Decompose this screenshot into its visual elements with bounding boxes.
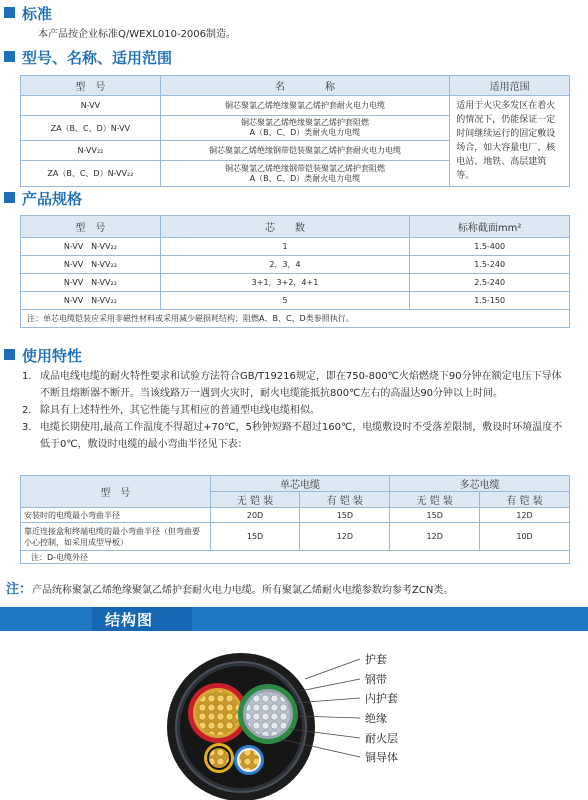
value-cell: 15D bbox=[390, 508, 480, 523]
specs-table bbox=[20, 215, 570, 328]
standard-text: 本产品按企业标准Q/WEXL010-2006制造。 bbox=[38, 29, 237, 40]
item-number: 3. bbox=[22, 422, 32, 433]
square-bullet-icon bbox=[4, 192, 15, 203]
row-label: 靠近连接盒和终端电缆的最小弯曲半径（但弯曲要小心控制，如采用成型导板） bbox=[21, 523, 211, 551]
list-item bbox=[22, 419, 570, 453]
label-conductor: 铜导体 bbox=[365, 751, 398, 764]
model-cell: ZA（B、C、D）N-VV₂₂ bbox=[21, 161, 161, 187]
item-text: 除具有上述特性外，其它性能与其相应的普通型电线电缆相似。 bbox=[40, 405, 320, 416]
structure-title: 结构图 bbox=[105, 611, 154, 629]
label-inner-sheath: 内护套 bbox=[365, 692, 398, 705]
copper-conductor bbox=[196, 691, 240, 735]
header-name: 名 称 bbox=[160, 76, 449, 96]
header-armored: 有 铠 装 bbox=[300, 492, 390, 508]
value-cell: 15D bbox=[300, 508, 390, 523]
model-cell: N-VV N-VV₂₂ bbox=[21, 292, 161, 310]
structure-banner bbox=[0, 607, 588, 631]
row-label: 安装时的电缆最小弯曲半径 bbox=[21, 508, 211, 523]
header-scope: 适用范围 bbox=[450, 76, 570, 96]
header-multi-core: 多芯电缆 bbox=[390, 476, 570, 492]
footnote bbox=[6, 578, 453, 597]
list-item bbox=[22, 402, 570, 419]
cores-cell: 1 bbox=[160, 238, 410, 256]
cores-cell: 2，3，4 bbox=[160, 256, 410, 274]
item-number: 1. bbox=[22, 371, 32, 382]
label-insulation: 绝缘 bbox=[365, 712, 387, 725]
specs-note: 注：单芯电缆铠装应采用非磁性材料或采用减少磁损耗结构；阻燃A、B、C、D类参照执行。 bbox=[21, 310, 570, 328]
header-armored: 有 铠 装 bbox=[480, 492, 570, 508]
copper-conductor bbox=[239, 750, 259, 770]
header-single-core: 单芯电缆 bbox=[210, 476, 390, 492]
name-cell: 铜芯聚氯乙烯绝缘钢带铠装聚氯乙烯护套耐火电力电缆 bbox=[160, 141, 449, 161]
square-bullet-icon bbox=[4, 7, 15, 18]
item-text: 成品电线电缆的耐火特性要求和试验方法符合GB/T19216规定，即在750-800℃火焰燃烧下90分钟在额定电压下导体不断且熔断器不断开。当该线路万一遇到火灾时，耐火电缆能抵抗800℃左右的高温达90分钟以上时间。 bbox=[40, 371, 562, 399]
header-model: 型 号 bbox=[21, 76, 161, 96]
section-standard bbox=[4, 3, 204, 23]
header-cores: 芯 数 bbox=[160, 216, 410, 238]
copper-conductor bbox=[209, 748, 229, 768]
value-cell: 12D bbox=[300, 523, 390, 551]
label-sheath: 护套 bbox=[365, 653, 387, 666]
header-unarmored: 无 铠 装 bbox=[390, 492, 480, 508]
cable-cross-section bbox=[0, 631, 588, 800]
header-model: 型 号 bbox=[21, 216, 161, 238]
model-cell: N-VV bbox=[21, 96, 161, 116]
section-title: 型号、名称、适用范围 bbox=[22, 49, 173, 67]
name-cell: 铜芯聚氯乙烯绝缘聚氯乙烯护套耐火电力电缆 bbox=[160, 96, 449, 116]
footnote-text: 产品统称聚氯乙烯绝缘聚氯乙烯护套耐火电力电缆。所有聚氯乙烯耐火电缆参数均参考ZCN类。 bbox=[32, 585, 454, 596]
label-fire-layer: 耐火层 bbox=[365, 732, 398, 745]
model-cell: N-VV₂₂ bbox=[21, 141, 161, 161]
value-cell: 15D bbox=[210, 523, 300, 551]
section-specs bbox=[4, 188, 204, 208]
table-note: 注：D-电缆外径 bbox=[21, 551, 570, 564]
header-section: 标称截面mm² bbox=[410, 216, 570, 238]
value-cell: 12D bbox=[390, 523, 480, 551]
name-cell: 铜芯聚氯乙烯绝缘钢带铠装聚氯乙烯护套阻燃 A（B、C、D）类耐火电力电缆 bbox=[160, 161, 449, 187]
header-model: 型 号 bbox=[21, 476, 211, 508]
footnote-label: 注： bbox=[6, 582, 33, 597]
value-cell: 10D bbox=[480, 523, 570, 551]
section-cell: 1.5-400 bbox=[410, 238, 570, 256]
model-cell: N-VV N-VV₂₂ bbox=[21, 238, 161, 256]
section-usage bbox=[4, 345, 204, 365]
cores-cell: 3+1，3+2，4+1 bbox=[160, 274, 410, 292]
item-number: 2. bbox=[22, 405, 32, 416]
cores-cell: 5 bbox=[160, 292, 410, 310]
section-cell: 2.5-240 bbox=[410, 274, 570, 292]
models-table bbox=[20, 75, 570, 187]
bending-radius-table bbox=[20, 475, 570, 564]
copper-conductor bbox=[246, 692, 290, 736]
section-title: 使用特性 bbox=[22, 347, 83, 365]
section-title: 产品规格 bbox=[22, 190, 83, 208]
section-models bbox=[4, 47, 304, 67]
name-cell: 铜芯聚氯乙烯绝缘聚氯乙烯护套阻燃 A（B、C、D）类耐火电力电缆 bbox=[160, 115, 449, 141]
label-steel-tape: 钢带 bbox=[365, 673, 387, 686]
item-text: 电缆长期使用,最高工作温度不得超过+70℃，5秒钟短路不超过160℃，电缆敷设时不受落差限制，敷设时环境温度不低于0℃，敷设时电缆的最小弯曲半径见下表： bbox=[40, 422, 563, 450]
scope-text: 适用于火灾多发区在着火的情况下，仍能保证一定时间继续运行的固定敷设场合，如大容量电厂、核电站、地铁、高层建筑等。 bbox=[456, 101, 556, 181]
section-cell: 1.5-240 bbox=[410, 256, 570, 274]
list-item bbox=[22, 368, 570, 402]
model-cell: N-VV N-VV₂₂ bbox=[21, 274, 161, 292]
section-cell: 1.5-150 bbox=[410, 292, 570, 310]
model-cell: N-VV N-VV₂₂ bbox=[21, 256, 161, 274]
section-title: 标准 bbox=[22, 5, 53, 23]
value-cell: 20D bbox=[210, 508, 300, 523]
model-cell: ZA（B、C、D）N-VV bbox=[21, 115, 161, 141]
header-unarmored: 无 铠 装 bbox=[210, 492, 300, 508]
square-bullet-icon bbox=[4, 51, 15, 62]
square-bullet-icon bbox=[4, 349, 15, 360]
scope-cell bbox=[450, 96, 570, 187]
value-cell: 12D bbox=[480, 508, 570, 523]
usage-list bbox=[22, 368, 570, 453]
